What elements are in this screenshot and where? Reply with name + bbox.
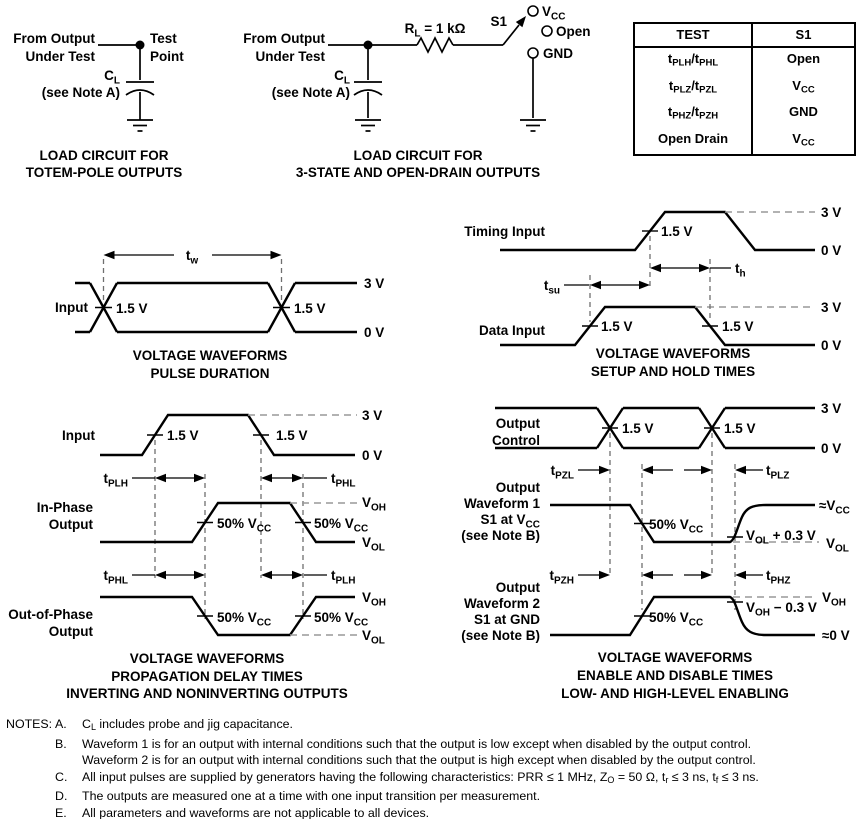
threshold-label: 50% $V_{CC}$ <box>217 516 272 535</box>
gnd-label: GND <box>543 46 573 61</box>
timing-input-waveform <box>500 212 815 250</box>
tsu-dimension <box>564 281 650 289</box>
from-output-label: From Output <box>243 31 325 46</box>
ground-icon <box>355 120 381 131</box>
threshold-label: 50% $V_{CC}$ <box>314 516 369 535</box>
note-item: E. All parameters and waveforms are not applicable to all devices. <box>55 805 430 819</box>
panel-pulse-duration <box>0 195 430 390</box>
threshold-label: 50% $V_{CC}$ <box>314 610 369 629</box>
gnd-terminal <box>528 48 538 58</box>
tpzl-label: $t_{PZL}$ <box>550 463 574 482</box>
panel-caption: LOAD CIRCUIT FOR <box>353 148 483 163</box>
panel-caption: PROPAGATION DELAY TIMES <box>111 669 303 684</box>
tphz-label: $t_{PHZ}$ <box>766 568 791 587</box>
threshold-label: 1.5 V <box>294 301 326 316</box>
threshold-label: 1.5 V <box>276 428 308 443</box>
panel-caption: SETUP AND HOLD TIMES <box>590 364 756 379</box>
panel-caption: VOLTAGE WAVEFORMS <box>595 346 751 361</box>
test-point-label: Point <box>150 49 184 64</box>
resistor-icon <box>417 38 453 52</box>
table-header-test: TEST <box>635 24 753 46</box>
panel-enable-disable <box>430 390 860 710</box>
signal-label: Waveform 2 <box>463 596 540 611</box>
tplh2-dimension <box>261 571 327 579</box>
panel-caption: LOW- AND HIGH-LEVEL ENABLING <box>561 686 789 701</box>
table-row: $t_{PLZ}/t_{PZL}$ $V_{CC}$ <box>635 75 854 102</box>
panel-load-circuit-3state <box>230 0 630 195</box>
table-row: $t_{PLH}/t_{PHL}$ Open <box>635 48 854 75</box>
from-output-label: Under Test <box>25 49 95 64</box>
threshold-label: 1.5 V <box>722 319 754 334</box>
cl-label: $C_L$ <box>104 68 120 87</box>
panel-caption: ENABLE AND DISABLE TIMES <box>576 668 774 683</box>
from-output-label: Under Test <box>255 49 325 64</box>
tw-label: $t_w$ <box>185 248 199 267</box>
threshold-label: 50% $V_{CC}$ <box>649 517 704 536</box>
level-label-0v: 0 V <box>821 243 842 258</box>
threshold-label: 1.5 V <box>622 421 654 436</box>
threshold-label: 1.5 V <box>167 428 199 443</box>
signal-label: Out-of-Phase <box>8 607 93 622</box>
tpzh-label: $t_{PZH}$ <box>549 568 574 587</box>
open-label: Open <box>556 24 591 39</box>
signal-label: S1 at GND <box>473 612 540 627</box>
signal-label: Control <box>492 433 540 448</box>
th-label: $t_h$ <box>735 261 746 280</box>
output-control-waveform <box>495 408 815 448</box>
threshold-label: $V_{OH} - 0.3$ V <box>746 600 817 619</box>
threshold-label: 50% $V_{CC}$ <box>217 610 272 629</box>
signal-label: Output <box>495 580 540 595</box>
signal-label: Input <box>55 300 88 315</box>
threshold-label: 1.5 V <box>601 319 633 334</box>
signal-label: Output <box>495 416 540 431</box>
table-row: $t_{PHZ}/t_{PZH}$ GND <box>635 101 854 128</box>
note-item: A. $C_L$ includes probe and jig capacitance. <box>55 717 293 732</box>
panel-caption: 3-STATE AND OPEN-DRAIN OUTPUTS <box>295 165 541 180</box>
panel-caption: VOLTAGE WAVEFORMS <box>132 348 288 363</box>
tplh-dimension <box>132 474 205 482</box>
level-label-approx-0v: ≈0 V <box>822 628 850 643</box>
level-label-0v: 0 V <box>821 441 842 456</box>
s1-label: S1 <box>490 14 507 29</box>
signal-label: Waveform 1 <box>463 496 540 511</box>
panel-caption: VOLTAGE WAVEFORMS <box>597 650 753 665</box>
signal-label: S1 at $V_{CC}$ <box>480 512 540 531</box>
level-label-0v: 0 V <box>362 448 383 463</box>
level-label-vol: $V_{OL}$ <box>362 535 385 554</box>
data-input-waveform <box>500 307 815 345</box>
note-item: B. Waveform 1 is for an output with internal conditions such that the output is low except when disabled by the output control. <box>55 736 752 751</box>
th-dimension <box>650 264 731 272</box>
signal-label: (see Note B) <box>461 528 540 543</box>
panel-setup-hold <box>430 195 860 390</box>
panel-caption: INVERTING AND NONINVERTING OUTPUTS <box>66 686 348 701</box>
from-output-label: From Output <box>13 31 95 46</box>
panel-caption: PULSE DURATION <box>150 366 270 381</box>
level-label-3v: 3 V <box>821 401 842 416</box>
rl-label: $R_L = 1$ kΩ <box>404 21 466 40</box>
level-label-3v: 3 V <box>364 276 385 291</box>
panel-caption: LOAD CIRCUIT FOR <box>39 148 169 163</box>
note-item: C. All input pulses are supplied by generators having the following characteristics: PRR ≤ 1 MHz, $Z_O = 50$ Ω, $t_r \le 3$ ns, $t_f \le 3$ ns. <box>55 769 759 785</box>
tphl-dimension <box>261 474 327 482</box>
signal-label: Output <box>495 480 540 495</box>
ground-icon <box>520 120 546 131</box>
s1-test-table <box>633 22 856 156</box>
signal-label: Data Input <box>479 323 545 338</box>
vcc-terminal <box>528 6 538 16</box>
level-label-voh: $V_{OH}$ <box>362 495 387 514</box>
threshold-label: $V_{OL} + 0.3$ V <box>746 528 816 547</box>
signal-label: Output <box>48 624 93 639</box>
vcc-label: $V_{CC}$ <box>542 4 566 23</box>
ground-icon <box>127 120 153 131</box>
tplh-label: $t_{PLH}$ <box>103 471 128 490</box>
level-label-vol: $V_{OL}$ <box>362 628 385 647</box>
level-label-0v: 0 V <box>364 325 385 340</box>
panel-load-circuit-totem-pole <box>0 0 230 195</box>
level-label-3v: 3 V <box>821 300 842 315</box>
level-label-vol: $V_{OL}$ <box>826 536 849 555</box>
level-label-voh: $V_{OH}$ <box>822 590 847 609</box>
open-terminal <box>542 26 552 36</box>
tphl-label: $t_{PHL}$ <box>331 471 356 490</box>
cl-note-label: (see Note A) <box>41 85 120 100</box>
cl-note-label: (see Note A) <box>271 85 350 100</box>
level-label-0v: 0 V <box>821 338 842 353</box>
signal-label: Timing Input <box>464 224 545 239</box>
threshold-label: 1.5 V <box>116 301 148 316</box>
note-item: Waveform 2 is for an output with internal conditions such that the output is high except when disabled by the output control. <box>82 753 756 767</box>
signal-label: Input <box>62 428 95 443</box>
notes-section <box>6 716 858 819</box>
tphl2-dimension <box>132 571 205 579</box>
signal-label: In-Phase <box>36 500 93 515</box>
threshold-label: 50% $V_{CC}$ <box>649 610 704 629</box>
tplh-label: $t_{PLH}$ <box>331 568 356 587</box>
signal-label: Output <box>48 517 93 532</box>
threshold-label: 1.5 V <box>661 224 693 239</box>
level-label-approx-vcc: $\approx V_{CC}$ <box>819 498 850 517</box>
table-row: Open Drain $V_{CC}$ <box>635 128 854 155</box>
panel-propagation-delay <box>0 390 430 710</box>
panel-caption: VOLTAGE WAVEFORMS <box>129 651 285 666</box>
tplz-label: $t_{PLZ}$ <box>766 463 790 482</box>
notes-heading: NOTES: <box>6 717 53 731</box>
level-label-voh: $V_{OH}$ <box>362 590 387 609</box>
test-point-label: Test <box>150 31 177 46</box>
table-header-s1: S1 <box>795 27 812 42</box>
signal-label: (see Note B) <box>461 628 540 643</box>
tphl-label: $t_{PHL}$ <box>103 568 128 587</box>
level-label-3v: 3 V <box>821 205 842 220</box>
tsu-label: $t_{su}$ <box>543 278 560 297</box>
input-waveform <box>100 415 355 455</box>
cl-label: $C_L$ <box>334 68 350 87</box>
panel-caption: TOTEM-POLE OUTPUTS <box>25 165 183 180</box>
threshold-label: 1.5 V <box>724 421 756 436</box>
note-item: D. The outputs are measured one at a time with one input transition per measurement. <box>55 789 541 803</box>
level-label-3v: 3 V <box>362 408 383 423</box>
